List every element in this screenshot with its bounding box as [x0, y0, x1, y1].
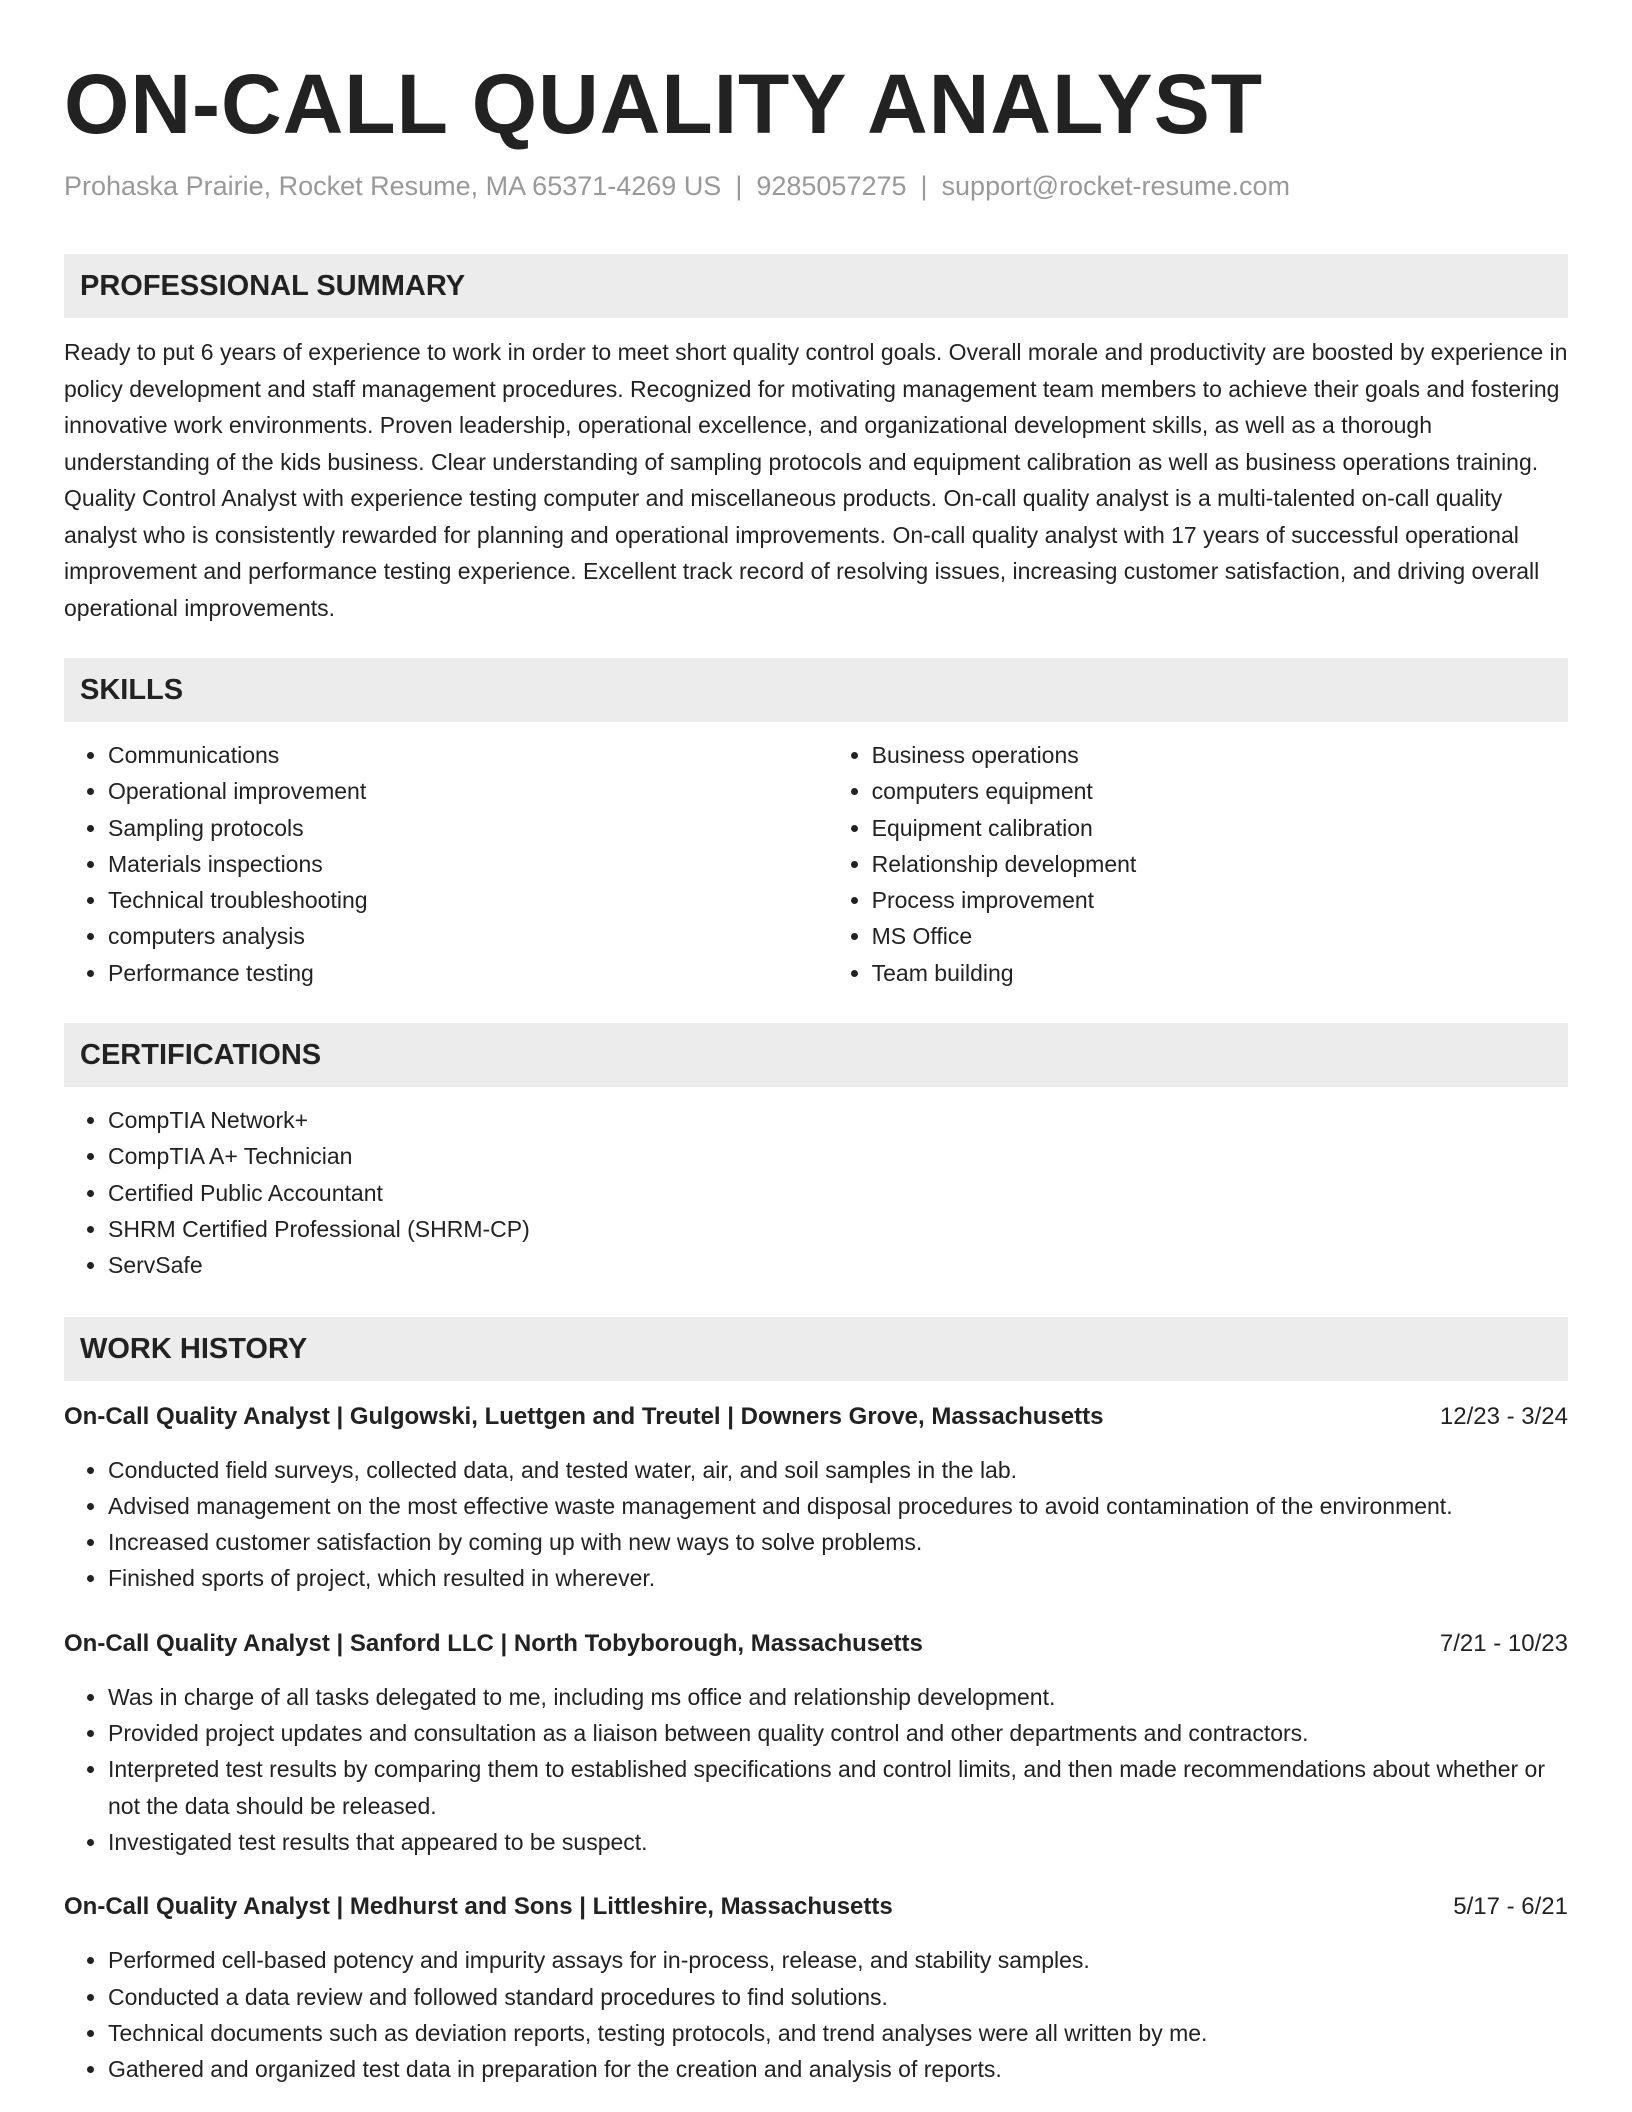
- certification-item: • CompTIA A+ Technician: [108, 1138, 1568, 1174]
- skill-item: • Communications: [108, 737, 828, 773]
- skill-item: • Technical troubleshooting: [108, 882, 828, 918]
- job-title: On-Call Quality Analyst | Gulgowski, Luettgen and Treutel | Downers Grove, Massachusetts: [64, 1402, 1104, 1430]
- job-bullet: • Technical documents such as deviation reports, testing protocols, and trend analyses were all written by me.: [108, 2015, 1568, 2051]
- job-title: On-Call Quality Analyst | Sanford LLC | North Tobyborough, Massachusetts: [64, 1629, 923, 1657]
- skill-item: • MS Office: [872, 918, 1568, 954]
- job-entry: [64, 1626, 1568, 1860]
- job-bullet: • Provided project updates and consultation as a liaison between quality control and other departments and contractors.: [108, 1715, 1568, 1751]
- job-bullet: • Performed cell-based potency and impurity assays for in-process, release, and stability samples.: [108, 1942, 1568, 1978]
- certifications-list: [64, 1102, 1568, 1283]
- job-bullet: • Finished sports of project, which resulted in wherever.: [108, 1560, 1568, 1596]
- job-dates: 5/17 - 6/21: [1453, 1893, 1568, 1921]
- job-bullet: • Investigated test results that appeared to be suspect.: [108, 1824, 1568, 1860]
- job-bullet: • Gathered and organized test data in preparation for the creation and analysis of reports.: [108, 2051, 1568, 2087]
- job-bullet: • Increased customer satisfaction by coming up with new ways to solve problems.: [108, 1524, 1568, 1560]
- skill-item: • computers equipment: [872, 773, 1568, 809]
- certification-item: • CompTIA Network+: [108, 1102, 1568, 1138]
- contact-phone: 9285057275: [756, 171, 907, 201]
- skills-column-right: [828, 737, 1568, 991]
- job-title: On-Call Quality Analyst | Medhurst and Sons | Littleshire, Massachusetts: [64, 1893, 893, 1921]
- job-bullets: [64, 1942, 1568, 2087]
- skill-item: • Relationship development: [872, 846, 1568, 882]
- job-bullet: • Conducted field surveys, collected data, and tested water, air, and soil samples in the lab.: [108, 1452, 1568, 1488]
- certifications-heading: CERTIFICATIONS: [64, 1023, 1568, 1087]
- job-title-row: [64, 1399, 1568, 1435]
- skill-item: • Materials inspections: [108, 846, 828, 882]
- job-entry: [64, 1889, 1568, 2087]
- skill-item: • Sampling protocols: [108, 810, 828, 846]
- contact-email: support@rocket-resume.com: [941, 171, 1291, 201]
- job-bullets: [64, 1452, 1568, 1597]
- skills-column-left: [64, 737, 828, 991]
- summary-text: Ready to put 6 years of experience to work in order to meet short quality control goals. Overall morale and productivity are boosted by experience in policy development and staff management procedures. Recognized for motivating management team members to achieve their goals and fostering innovative work environments. Proven leadership, operational excellence, and organizational development skills, as well as a thorough understanding of the kids business. Clear understanding of sampling protocols and equipment calibration as well as business operations training. Quality Control Analyst with experience testing computer and miscellaneous products. On-call quality analyst is a multi-talented on-call quality analyst who is consistently rewarded for planning and operational improvements. On-call quality analyst with 17 years of successful operational improvement and performance testing experience. Excellent track record of resolving issues, increasing customer satisfaction, and driving overall operational improvements.: [64, 339, 1568, 621]
- skill-item: • Equipment calibration: [872, 810, 1568, 846]
- job-bullets: [64, 1679, 1568, 1860]
- job-bullet: • Advised management on the most effective waste management and disposal procedures to avoid contamination of the environment.: [108, 1488, 1568, 1524]
- job-dates: 7/21 - 10/23: [1439, 1629, 1568, 1657]
- job-title-row: [64, 1626, 1568, 1662]
- job-entry: [64, 1399, 1568, 1597]
- skill-item: • Process improvement: [872, 882, 1568, 918]
- contact-line: [64, 168, 1568, 204]
- skill-item: • computers analysis: [108, 918, 828, 954]
- contact-address: Prohaska Prairie, Rocket Resume, MA 65371-4269 US: [64, 171, 722, 201]
- certification-item: • SHRM Certified Professional (SHRM-CP): [108, 1211, 1568, 1247]
- summary-heading: PROFESSIONAL SUMMARY: [64, 254, 1568, 318]
- job-dates: 12/23 - 3/24: [1439, 1402, 1568, 1430]
- contact-separator: |: [920, 171, 928, 201]
- skill-item: • Performance testing: [108, 955, 828, 991]
- resume-name: ON-CALL QUALITY ANALYST: [64, 57, 1264, 151]
- job-bullet: • Interpreted test results by comparing them to established specifications and control limits, and then made recommendations about whether or not the data should be released.: [108, 1751, 1568, 1824]
- job-title-row: [64, 1889, 1568, 1925]
- job-bullet: • Conducted a data review and followed standard procedures to find solutions.: [108, 1979, 1568, 2015]
- skills-heading: SKILLS: [64, 658, 1568, 722]
- work-history-heading: WORK HISTORY: [64, 1317, 1568, 1381]
- skill-item: • Business operations: [872, 737, 1568, 773]
- skills-grid: [64, 737, 1568, 991]
- job-bullet: • Was in charge of all tasks delegated to me, including ms office and relationship development.: [108, 1679, 1568, 1715]
- certification-item: • Certified Public Accountant: [108, 1175, 1568, 1211]
- skill-item: • Team building: [872, 955, 1568, 991]
- resume-page: [64, 0, 1568, 2087]
- contact-separator: |: [735, 171, 743, 201]
- skill-item: • Operational improvement: [108, 773, 828, 809]
- certification-item: • ServSafe: [108, 1247, 1568, 1283]
